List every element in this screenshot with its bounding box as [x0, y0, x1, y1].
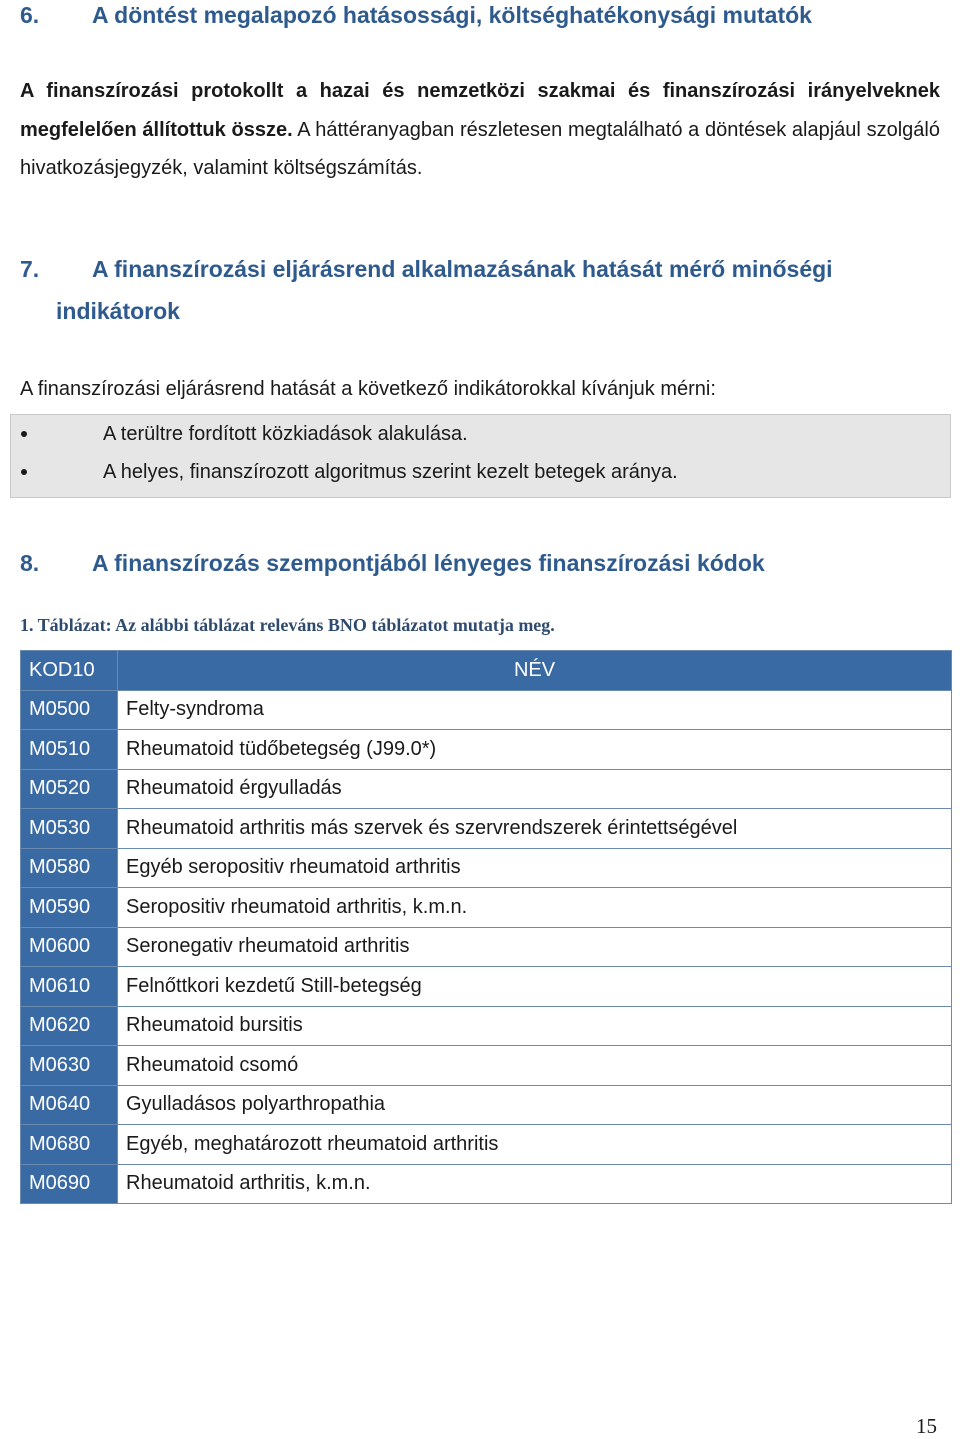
name-cell: Felty-syndroma — [118, 690, 952, 730]
column-header-code: KOD10 — [21, 651, 118, 691]
section-7-intro: A finanszírozási eljárásrend hatását a következő indikátorokkal kívánjuk mérni: — [20, 378, 716, 400]
table-row — [21, 769, 952, 809]
code-cell: M0640 — [21, 1085, 118, 1125]
code-cell: M0630 — [21, 1046, 118, 1086]
section-6-paragraph-rest: A háttéranyagban részletesen megtalálható a döntések alapjául szolgáló hivatkozásjegyzék, valamint költségszámítás. — [20, 118, 940, 179]
section-8-title: A finanszírozás szempontjából lényeges finanszírozási kódok — [92, 550, 765, 576]
table-row — [21, 927, 952, 967]
section-8-heading — [20, 548, 765, 578]
name-cell: Egyéb, meghatározott rheumatoid arthritis — [118, 1125, 952, 1165]
code-cell: M0510 — [21, 730, 118, 770]
table-row — [21, 730, 952, 770]
table-row — [21, 1006, 952, 1046]
table-row — [21, 1164, 952, 1204]
name-cell: Felnőttkori kezdetű Still-betegség — [118, 967, 952, 1007]
name-cell: Rheumatoid tüdőbetegség (J99.0*) — [118, 730, 952, 770]
code-cell: M0680 — [21, 1125, 118, 1165]
name-cell: Seropositiv rheumatoid arthritis, k.m.n. — [118, 888, 952, 928]
name-cell: Rheumatoid arthritis, k.m.n. — [118, 1164, 952, 1204]
code-cell: M0690 — [21, 1164, 118, 1204]
table-row — [21, 690, 952, 730]
name-cell: Rheumatoid csomó — [118, 1046, 952, 1086]
code-cell: M0590 — [21, 888, 118, 928]
table-row — [21, 888, 952, 928]
code-cell: M0530 — [21, 809, 118, 849]
bullet-icon — [21, 431, 27, 437]
name-cell: Egyéb seropositiv rheumatoid arthritis — [118, 848, 952, 888]
column-header-name: NÉV — [118, 651, 952, 691]
code-cell: M0500 — [21, 690, 118, 730]
section-6-paragraph — [20, 72, 940, 188]
code-cell: M0520 — [21, 769, 118, 809]
code-cell: M0580 — [21, 848, 118, 888]
section-7-title-line2: indikátorok — [56, 298, 180, 324]
name-cell: Rheumatoid arthritis más szervek és szervrendszerek érintettségével — [118, 809, 952, 849]
name-cell: Seronegativ rheumatoid arthritis — [118, 927, 952, 967]
section-6-number: 6. — [20, 2, 40, 28]
section-6-title: A döntést megalapozó hatásossági, költséghatékonysági mutatók — [92, 2, 812, 28]
table-row — [21, 967, 952, 1007]
section-7-title-line1: A finanszírozási eljárásrend alkalmazásának hatását mérő minőségi — [92, 256, 833, 282]
section-6-paragraph-bold: A finanszírozási protokollt a hazai és nemzetközi szakmai és finanszírozási irányelveknek megfelelően állítottuk össze. — [20, 80, 940, 141]
bno-code-table — [20, 650, 952, 1204]
section-8-number: 8. — [20, 550, 40, 576]
list-item-text: A helyes, finanszírozott algoritmus szerint kezelt betegek aránya. — [103, 461, 678, 483]
table-row — [21, 848, 952, 888]
table-row — [21, 1046, 952, 1086]
table-row — [21, 1125, 952, 1165]
code-cell: M0620 — [21, 1006, 118, 1046]
code-cell: M0610 — [21, 967, 118, 1007]
section-7-number: 7. — [20, 256, 40, 282]
name-cell: Rheumatoid érgyulladás — [118, 769, 952, 809]
indicator-bullet-list — [10, 414, 951, 498]
list-item-text: A terültre fordított közkiadások alakulása. — [103, 423, 468, 445]
table-row — [21, 1085, 952, 1125]
section-7-heading — [20, 254, 920, 326]
name-cell: Gyulladásos polyarthropathia — [118, 1085, 952, 1125]
table-header-row — [21, 651, 952, 691]
bullet-icon — [21, 469, 27, 475]
table-row — [21, 809, 952, 849]
table-caption: 1. Táblázat: Az alábbi táblázat releváns BNO táblázatot mutatja meg. — [20, 615, 555, 635]
page-number: 15 — [916, 1414, 937, 1438]
name-cell: Rheumatoid bursitis — [118, 1006, 952, 1046]
section-6-heading — [20, 0, 812, 30]
code-cell: M0600 — [21, 927, 118, 967]
